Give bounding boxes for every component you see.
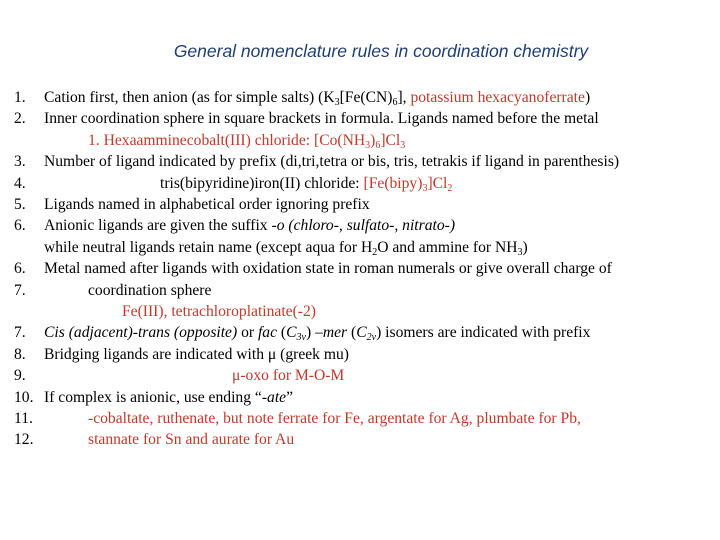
rule-text bbox=[122, 302, 316, 322]
rule-text bbox=[232, 366, 344, 386]
text-run: coordination sphere bbox=[88, 281, 212, 299]
text-run: potassium hexacyanoferrate bbox=[410, 89, 585, 106]
text-run: μ-oxo for M-O-M bbox=[232, 367, 345, 385]
text-run: C bbox=[356, 324, 367, 342]
rule-number: 7. bbox=[14, 281, 26, 299]
rule-text bbox=[88, 430, 294, 450]
text-run: ]Cl bbox=[427, 174, 448, 192]
text-run: ate bbox=[267, 388, 287, 406]
text-run: Ligands named in alphabetical order ignoring prefix bbox=[44, 196, 370, 213]
subscript: 6 bbox=[375, 139, 381, 151]
rule-text bbox=[88, 281, 211, 301]
rule-text bbox=[44, 109, 599, 129]
text-run: -cobaltate, ruthenate, but note ferrate for Fe, argentate for Ag, plumbate for Pb, bbox=[88, 410, 581, 427]
rule-number: 4. bbox=[14, 174, 26, 192]
text-run: [Co(NH bbox=[314, 131, 366, 149]
text-run: -o (chloro-, sulfato-, nitrato-) bbox=[271, 217, 456, 235]
slide-title: General nomenclature rules in coordination chemistry bbox=[173, 41, 589, 61]
rule-text bbox=[160, 174, 452, 194]
rule-number: 1. bbox=[14, 89, 26, 106]
text-run: C bbox=[286, 324, 297, 342]
rule-number: 6. bbox=[14, 217, 26, 235]
rule-number: 5. bbox=[14, 196, 26, 213]
rule-text bbox=[44, 388, 293, 408]
rule-number: 10. bbox=[14, 388, 34, 406]
subscript: 3 bbox=[422, 182, 428, 194]
text-run: or bbox=[237, 324, 258, 342]
text-run: ) isomers are indicated with prefix bbox=[376, 324, 591, 342]
rule-text bbox=[44, 195, 370, 215]
text-run: ], bbox=[397, 89, 411, 106]
rule-text bbox=[88, 131, 405, 151]
text-run: Cation first, then anion (as for simple salts) (K bbox=[44, 89, 335, 106]
text-run: Anionic ligands are given the suffix bbox=[44, 217, 272, 235]
text-run: tris(bipyridine)iron(II) chloride: bbox=[160, 174, 364, 192]
rule-number: 6. bbox=[14, 260, 26, 278]
text-run: [Fe(bipy) bbox=[363, 174, 423, 192]
text-run: Fe(III), tetrachloroplatinate(-2) bbox=[122, 303, 316, 320]
text-run: stannate for Sn and aurate for Au bbox=[88, 431, 295, 449]
text-run: Inner coordination sphere in square brackets in formula. Ligands named before the metal bbox=[44, 110, 599, 128]
rule-number: 3. bbox=[14, 153, 26, 171]
text-run: while neutral ligands retain name (except aqua for H bbox=[44, 238, 373, 256]
text-run: Cis (adjacent)-trans (opposite) bbox=[44, 324, 238, 342]
text-run: mer bbox=[322, 324, 348, 342]
text-run: ) bbox=[584, 89, 591, 106]
text-run: ) – bbox=[305, 324, 323, 342]
rule-text bbox=[44, 88, 590, 108]
rule-number: 9. bbox=[14, 367, 26, 385]
rule-text bbox=[44, 345, 349, 365]
subscript: 3 bbox=[365, 139, 371, 151]
subscript: 6 bbox=[392, 97, 398, 108]
text-run: [Fe(CN) bbox=[339, 89, 393, 106]
text-run: ]Cl bbox=[380, 131, 401, 149]
text-run: O and ammine for NH bbox=[377, 238, 518, 256]
subscript: 2 bbox=[372, 246, 378, 258]
rule-text bbox=[44, 259, 612, 279]
rule-number: 7. bbox=[14, 324, 26, 342]
text-run: ” bbox=[286, 388, 293, 406]
rule-text bbox=[44, 152, 619, 172]
rule-text bbox=[44, 238, 528, 258]
rule-text bbox=[88, 409, 581, 429]
text-run: ) bbox=[522, 238, 528, 256]
subscript: 3v bbox=[296, 332, 306, 344]
rule-text bbox=[44, 216, 455, 236]
text-run: ) bbox=[370, 131, 376, 149]
text-run: 1. Hexaamminecobalt(III) chloride: bbox=[88, 131, 315, 149]
text-run: ( bbox=[347, 324, 357, 342]
rule-number: 2. bbox=[14, 110, 26, 128]
text-run: fac bbox=[257, 324, 278, 342]
text-run: Bridging ligands are indicated with μ (greek mu) bbox=[44, 345, 349, 363]
rule-number: 8. bbox=[14, 345, 26, 363]
text-run: If complex is anionic, use ending “- bbox=[44, 388, 268, 406]
subscript: 3 bbox=[400, 139, 406, 151]
rule-number: 11. bbox=[14, 410, 33, 427]
subscript: 2v bbox=[366, 332, 377, 344]
rule-text bbox=[44, 323, 590, 343]
text-run: Number of ligand indicated by prefix (di,tri,tetra or bis, tris, tetrakis if ligand in parenthesis) bbox=[44, 153, 620, 171]
subscript: 2 bbox=[447, 182, 453, 194]
text-run: Metal named after ligands with oxidation state in roman numerals or give overall charge of bbox=[44, 260, 612, 278]
text-run: ( bbox=[277, 324, 287, 342]
subscript: 3 bbox=[517, 246, 523, 258]
subscript: 3 bbox=[334, 97, 340, 108]
rule-number: 12. bbox=[14, 431, 34, 449]
